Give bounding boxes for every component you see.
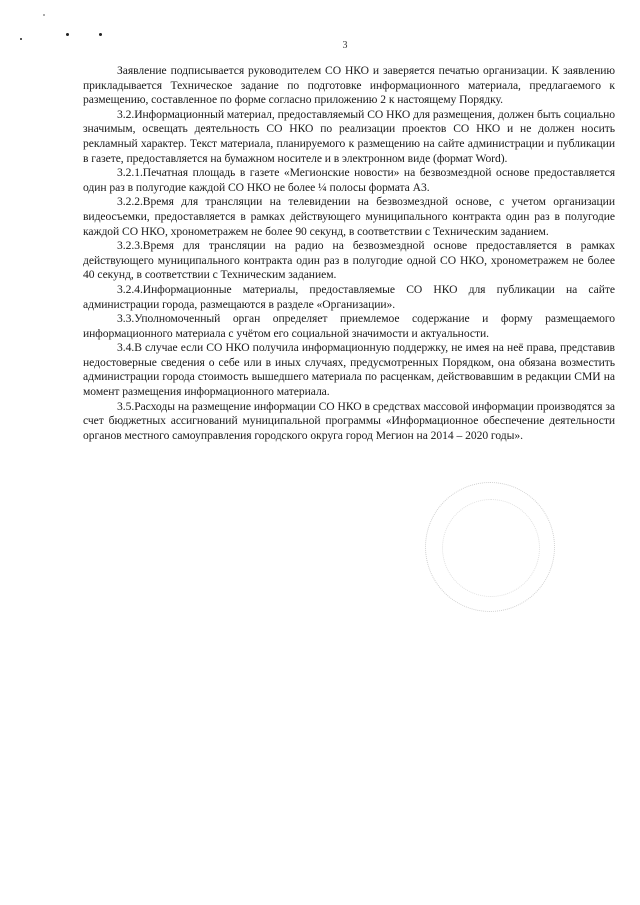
paragraph-3-3: 3.3.Уполномоченный орган определяет приемлемое содержание и форму размещаемого информационного материала с учётом его социальной значимости и актуальности. — [83, 312, 615, 340]
scan-speck — [43, 14, 45, 16]
paragraph-3-2-1: 3.2.1.Печатная площадь в газете «Мегионские новости» на безвозмездной основе предоставляется один раз в полугодие каждой СО НКО не более ¼ полосы формата А3. — [83, 166, 615, 194]
document-body — [83, 64, 615, 443]
paragraph-3-2-3: 3.2.3.Время для трансляции на радио на безвозмездной основе предоставляется в рамках действующего муниципального контракта один раз в полугодие одной СО НКО, хронометражем не более 40 секунд, в соответствии с Техническим заданием. — [83, 239, 615, 282]
paragraph-application-signature: Заявление подписывается руководителем СО НКО и заверяется печатью организации. К заявлению прикладывается Техническое задание по подготовке информационного материала, предлагаемого к размещению, составленное по форме согласно приложению 2 к настоящему Порядку. — [83, 64, 615, 107]
faint-stamp-imprint — [425, 482, 555, 612]
paragraph-3-2-4: 3.2.4.Информационные материалы, предоставляемые СО НКО для публикации на сайте администрации города, размещаются в разделе «Организации». — [83, 282, 615, 311]
page-number: 3 — [342, 40, 348, 51]
faint-stamp-inner-ring — [442, 499, 540, 597]
scan-speck — [66, 33, 69, 36]
scan-speck — [99, 33, 102, 36]
paragraph-3-2: 3.2.Информационный материал, предоставляемый СО НКО для размещения, должен быть социально значимым, освещать деятельность СО НКО по реализации проектов СО НКО и не должен носить рекламный характер. Текст материала, планируемого к размещению на сайте администрации и публикации в газете, предоставляется на бумажном носителе и в электронном виде (формат Word). — [83, 107, 615, 165]
paragraph-3-4: 3.4.В случае если СО НКО получила информационную поддержку, не имея на неё права, представив недостоверные сведения о себе или в иных случаях, предусмотренных Порядком, она обязана возместить администрации города стоимость вышедшего материала по расценкам, действовавшим в редакции СМИ на момент размещения информационного материала. — [83, 341, 615, 399]
paragraph-3-2-2: 3.2.2.Время для трансляции на телевидении на безвозмездной основе, с учетом организации видеосъемки, предоставляется в рамках действующего муниципального контракта один раз в полугодие каждой СО НКО, хронометражем не более 90 секунд, в соответствии с Техническим заданием. — [83, 195, 615, 238]
paragraph-3-5: 3.5.Расходы на размещение информации СО НКО в средствах массовой информации производятся за счет бюджетных ассигнований муниципальной программы «Информационное обеспечение деятельности органов местного самоуправления городского округа город Мегион на 2014 – 2020 годы». — [83, 399, 615, 442]
